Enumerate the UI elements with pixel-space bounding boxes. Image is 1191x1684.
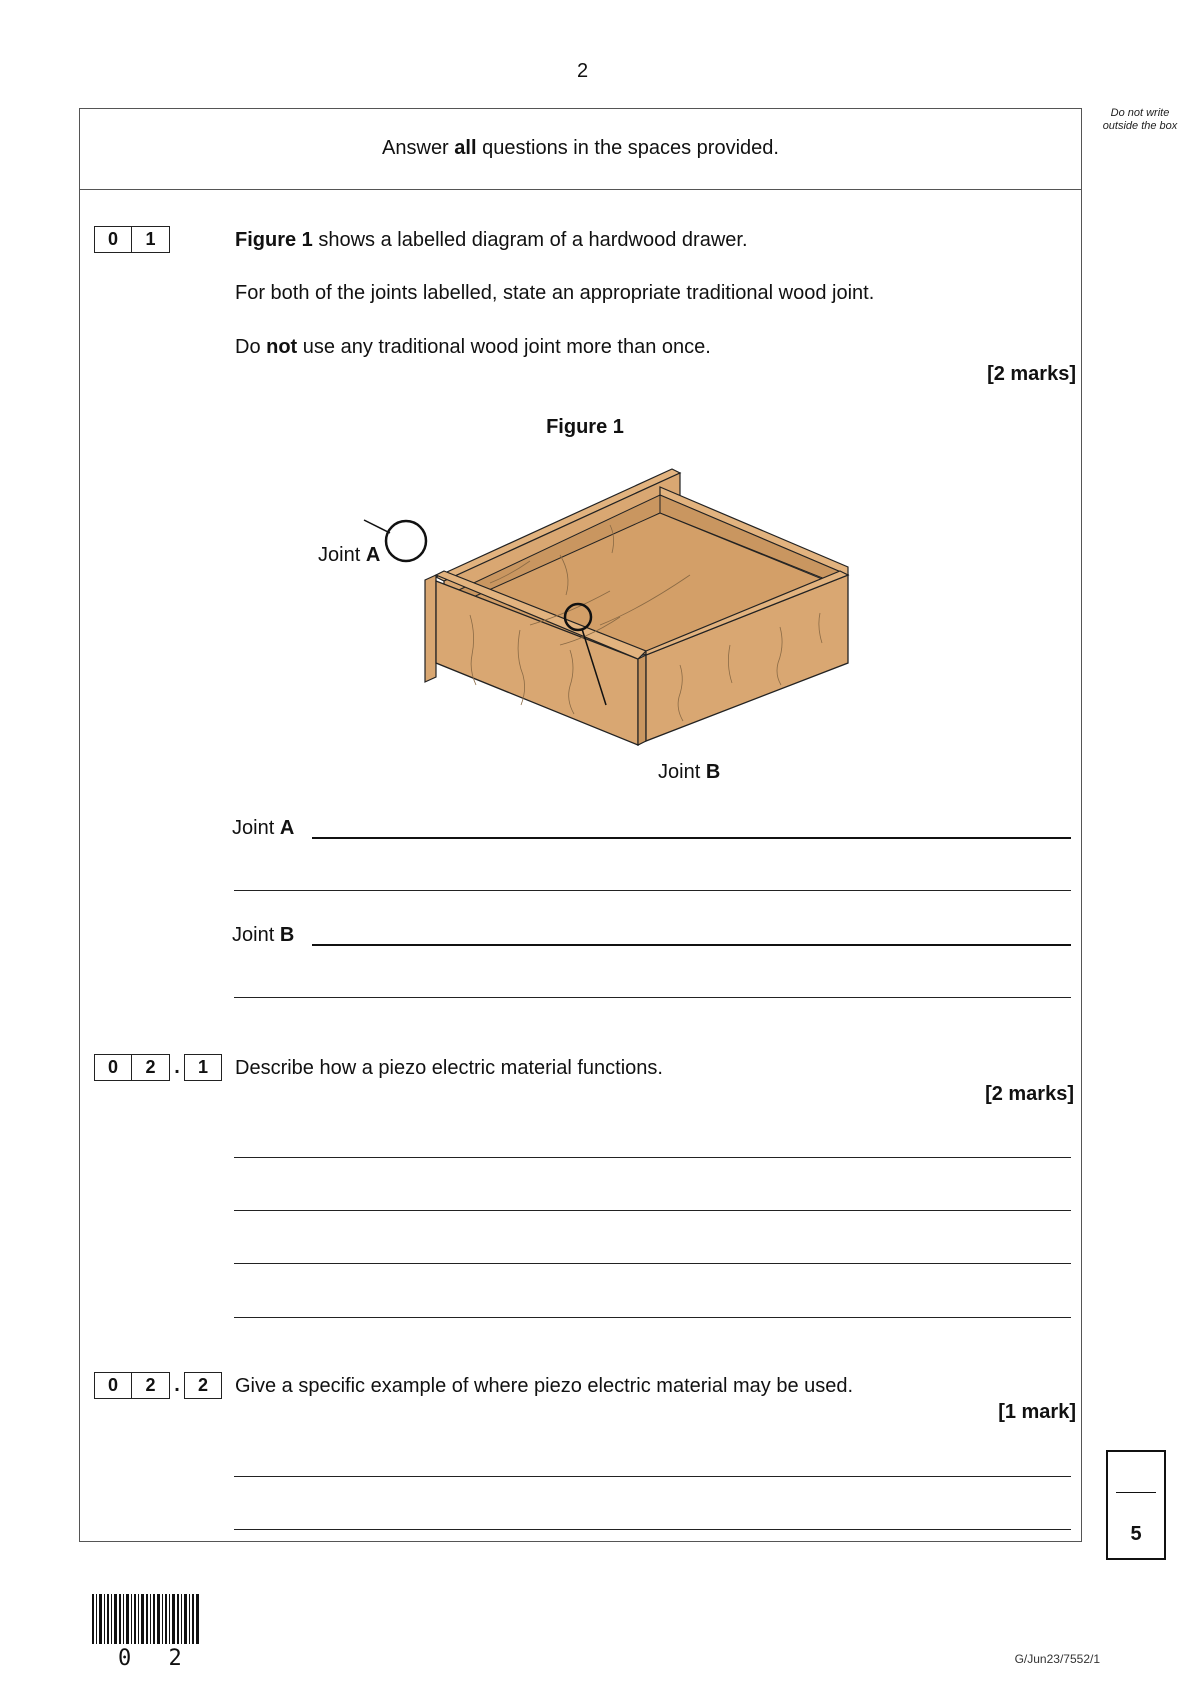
question-dot: .: [174, 1374, 180, 1396]
instructions-post: questions in the spaces provided.: [476, 137, 779, 159]
answer-label-joint-b-word: Joint: [232, 924, 280, 946]
q01-line3-bold: not: [266, 336, 298, 358]
barcode-number: 0 2: [118, 1646, 194, 1671]
q01-marks: [2 marks]: [987, 363, 1076, 385]
answer-line[interactable]: [234, 890, 1071, 891]
diagram-label-joint-b: [658, 760, 720, 784]
left-upright: [425, 575, 436, 682]
joint-a-leader: [364, 520, 390, 533]
q022-text: Give a specific example of where piezo electric material may be used.: [235, 1375, 854, 1397]
page-number: 2: [576, 60, 589, 82]
corner-strip: [638, 655, 646, 745]
joint-a-circle: [386, 521, 426, 561]
diagram-label-joint-a: [318, 543, 380, 567]
question-digit: 2: [184, 1372, 222, 1399]
q022-marks: [1 mark]: [998, 1401, 1076, 1423]
answer-line-joint-a[interactable]: [312, 837, 1071, 839]
answer-line[interactable]: [234, 997, 1071, 998]
diagram-label-joint-b-word: Joint: [658, 761, 706, 783]
answer-label-joint-a-letter: A: [279, 817, 295, 839]
q01-line3: [235, 335, 711, 359]
answer-line[interactable]: [234, 1157, 1071, 1158]
score-rule: [1116, 1492, 1156, 1493]
q01-line1: [235, 228, 748, 252]
barcode-icon: [92, 1594, 202, 1644]
diagram-label-joint-b-letter: B: [705, 761, 721, 783]
instructions-bold: all: [454, 137, 477, 159]
margin-note: Do not write outside the box: [1102, 107, 1178, 132]
q01-line2: For both of the joints labelled, state an appropriate traditional wood joint.: [235, 282, 875, 304]
frame-divider: [79, 189, 1082, 190]
diagram-label-joint-a-letter: A: [365, 544, 381, 566]
figure-ref: Figure 1: [235, 229, 313, 251]
answer-label-joint-a-word: Joint: [232, 817, 280, 839]
answer-line-joint-b[interactable]: [312, 944, 1071, 946]
answer-line[interactable]: [234, 1210, 1071, 1211]
score-total: 5: [1130, 1523, 1142, 1545]
answer-label-joint-b: [232, 923, 294, 947]
answer-label-joint-b-letter: B: [279, 924, 295, 946]
question-digit: 0: [94, 226, 132, 253]
q01-line1-rest: shows a labelled diagram of a hardwood drawer.: [312, 229, 748, 251]
answer-frame: [79, 108, 1082, 1542]
answer-line[interactable]: [234, 1529, 1071, 1530]
question-number-02-2: [94, 1372, 222, 1399]
question-digit: 1: [132, 226, 170, 253]
question-dot: .: [174, 1056, 180, 1078]
footer-code: G/Jun23/7552/1: [1014, 1652, 1100, 1666]
question-number-01: [94, 226, 170, 253]
question-digit: 2: [132, 1372, 170, 1399]
question-number-02-1: [94, 1054, 222, 1081]
question-digit: 1: [184, 1054, 222, 1081]
question-digit: 2: [132, 1054, 170, 1081]
drawer-diagram: [300, 455, 860, 785]
q021-text: Describe how a piezo electric material functions.: [235, 1057, 663, 1079]
answer-line[interactable]: [234, 1317, 1071, 1318]
page-score-box: [1106, 1450, 1166, 1560]
question-digit: 0: [94, 1054, 132, 1081]
q021-marks: [2 marks]: [985, 1083, 1074, 1105]
answer-line[interactable]: [234, 1476, 1071, 1477]
question-digit: 0: [94, 1372, 132, 1399]
q01-line3-post: use any traditional wood joint more than once.: [297, 336, 711, 358]
instructions: [79, 137, 1082, 160]
q01-line3-pre: Do: [235, 336, 267, 358]
answer-line[interactable]: [234, 1263, 1071, 1264]
figure-title: Figure 1: [546, 416, 624, 438]
instructions-pre: Answer: [382, 137, 455, 159]
answer-label-joint-a: [232, 816, 294, 840]
diagram-label-joint-a-word: Joint: [318, 544, 366, 566]
